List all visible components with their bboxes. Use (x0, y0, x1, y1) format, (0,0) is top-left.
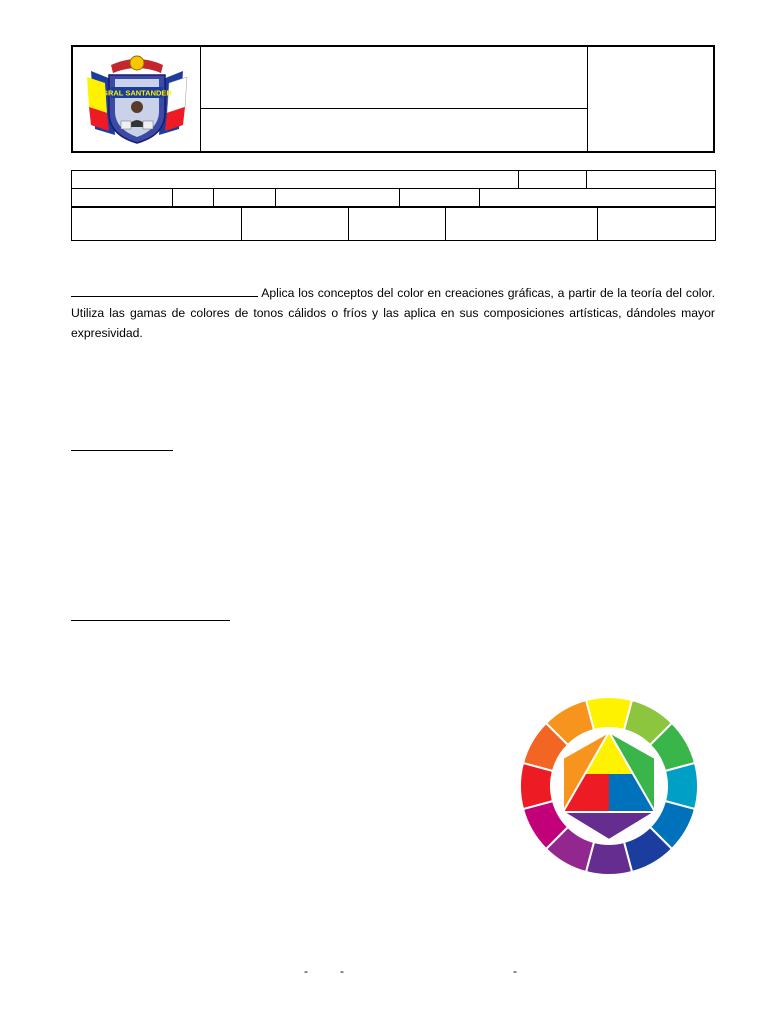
info-cell (586, 171, 587, 188)
logo-cell (73, 47, 201, 151)
header-title-cell (200, 47, 588, 109)
footer-dash: - (513, 964, 517, 978)
heading-underline (71, 449, 173, 451)
info-cell (597, 208, 598, 240)
heading-underline (71, 619, 230, 621)
info-cell (241, 208, 242, 240)
info-cell (445, 208, 446, 240)
objective-text: Aplica los conceptos del color en creaciones gráficas, a partir de la teoría del color. Utiliza las gamas de colores de tonos cálidos o fríos y las aplica en sus composiciones artísticas, dándoles mayor expresividad. (71, 286, 715, 340)
info-cell (348, 208, 349, 240)
header-box (71, 45, 715, 153)
objective-paragraph (71, 282, 715, 343)
school-crest-icon (81, 51, 193, 147)
info-row-1 (71, 170, 716, 189)
footer-dash: - (340, 964, 344, 978)
info-row-2 (71, 188, 716, 207)
info-cell (399, 189, 400, 206)
blank-line (71, 282, 258, 297)
header-subtitle-cell (200, 108, 588, 151)
info-cell (275, 189, 276, 206)
info-row-3 (71, 207, 716, 241)
footer-dash: - (304, 964, 308, 978)
crest-school-name: GRAL SANTANDER (102, 88, 172, 98)
info-cell (213, 189, 214, 206)
info-cell (518, 171, 519, 188)
info-cell (172, 189, 173, 206)
info-cell (479, 189, 480, 206)
color-wheel (520, 694, 698, 878)
